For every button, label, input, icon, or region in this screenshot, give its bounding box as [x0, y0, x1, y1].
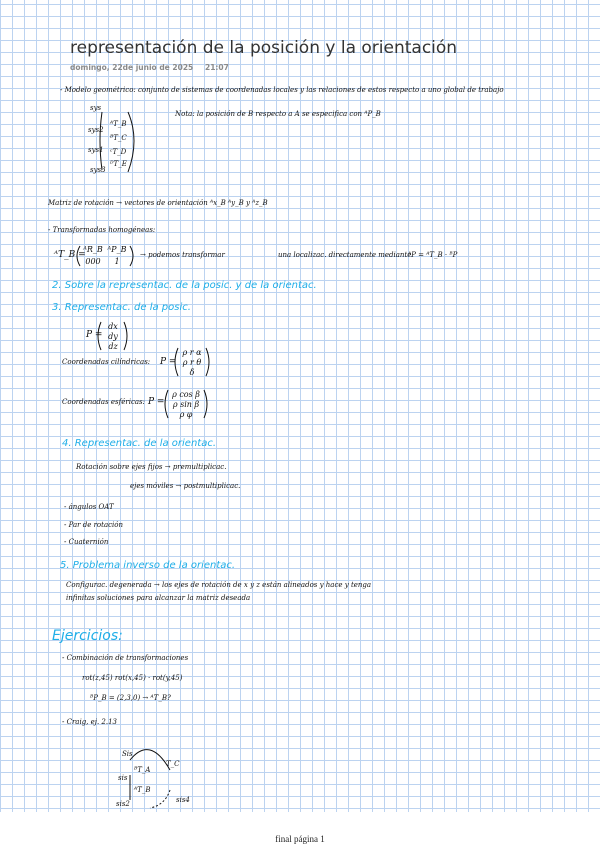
esfericas-label: Coordenadas esféricas: [62, 398, 146, 406]
cilindricas-cell: ρ r θ [182, 358, 202, 367]
p-vector-cell: dy [108, 332, 118, 341]
section-5-heading: 5. Problema inverso de la orientac. [60, 560, 236, 571]
page-title: representación de la posición y la orientación [70, 38, 458, 58]
combinacion-label: - Combinación de transformaciones [62, 654, 189, 662]
craig-diagram-label: Sis [122, 750, 133, 758]
transform-label: ᶜT_D [110, 148, 127, 156]
cilindricas-lhs: P = [160, 357, 177, 367]
th-matrix-cell: ᴬP_B [107, 245, 127, 254]
p-lhs: P = [86, 330, 103, 340]
frame-label: sys [90, 104, 102, 112]
frame-label: sys1 [88, 146, 104, 154]
transform-label: ᴬT_B [110, 120, 127, 128]
th-lhs: ᴬT_B = [54, 250, 86, 260]
craig-diagram-label: sis4 [176, 796, 190, 804]
transform-label: ᴰT_E [110, 160, 127, 168]
cilindricas-cell: δ [189, 368, 195, 377]
page-footer: final página 1 [275, 834, 325, 844]
esfericas-cell: ρ φ [179, 410, 193, 419]
combinacion-expr: rot(z,45) rot(x,45) · rot(y,45) [82, 674, 183, 682]
bullet-item: - Cuaternión [64, 538, 109, 546]
craig-diagram-label: ᴬT_B [134, 786, 151, 794]
craig-diagram-label: ᴮT_A [134, 766, 151, 774]
esfericas-cell: ρ cos β [172, 390, 200, 399]
page-date: domingo, 22de junio de 2025 [70, 63, 194, 72]
configuracion-line1: Configurac. degenerada → los ejes de rotación de x y z están alineados y hace y tenga [66, 581, 372, 589]
configuracion-line2: infinitas soluciones para alcanzar la matriz deseada [66, 594, 251, 602]
esfericas-lhs: P = [148, 397, 165, 407]
th-matrix-cell: 1 [114, 257, 120, 266]
note-modelo-geometrico: - Modelo geométrico: conjunto de sistemas de coordenadas locales y las relaciones de estos respecto a uno global de trabajo [60, 86, 504, 94]
note-posicion: Nota: la posición de B respecto a A se especifica con ᴬP_B [175, 110, 381, 118]
note-transformadas: - Transformadas homogéneas: [48, 226, 156, 234]
combinacion-expr2: ᴮP_B = (2,3,0) → ᴬT_B? [90, 694, 171, 702]
bullet-item: - Par de rotación [64, 521, 124, 529]
craig-diagram-label: sis [118, 774, 128, 782]
cilindricas-cell: ρ r α [182, 348, 202, 357]
th-rhs: → podemos transformar [140, 251, 225, 259]
section-4-heading: 4. Representac. de la orientac. [62, 438, 217, 449]
transform-label: ᴮT_C [110, 134, 127, 142]
th-rhs2: una localizac. directamente mediante [278, 251, 412, 259]
craig-diagram-label: sis2 [116, 800, 130, 808]
rotacion-moviles: ejes móviles → postmultiplicac. [130, 482, 241, 490]
section-3-heading: 3. Representac. de la posic. [52, 302, 191, 313]
bullet-item: - ángulos OAT [64, 503, 114, 511]
p-vector-cell: dx [108, 322, 118, 331]
note-matriz-rotacion: Matriz de rotación → vectores de orientación ᴬx_B ᴬy_B y ᴬz_B [48, 199, 268, 207]
rotacion-fijos: Rotación sobre ejes fijos → premultiplicac. [76, 463, 227, 471]
th-matrix-cell: ᴬR_B [83, 245, 103, 254]
frame-label: sys2 [88, 126, 104, 134]
esfericas-cell: ρ sin β [172, 400, 200, 409]
page-time: 21:07 [205, 63, 229, 72]
cilindricas-label: Coordenadas cilíndricas: [62, 358, 151, 366]
craig-diagram-label: T_C [166, 760, 180, 768]
th-equation: ᴬP = ᴬT_B · ᴮP [408, 251, 458, 259]
ejercicios-heading: Ejercicios: [52, 628, 123, 644]
craig-label: - Craig, ej. 2.13 [62, 718, 117, 726]
th-matrix-cell: 000 [85, 257, 101, 266]
frame-label: sys3 [90, 166, 106, 174]
p-vector-cell: dz [108, 342, 118, 351]
section-2-heading: 2. Sobre la representac. de la posic. y de la orientac. [52, 280, 317, 291]
